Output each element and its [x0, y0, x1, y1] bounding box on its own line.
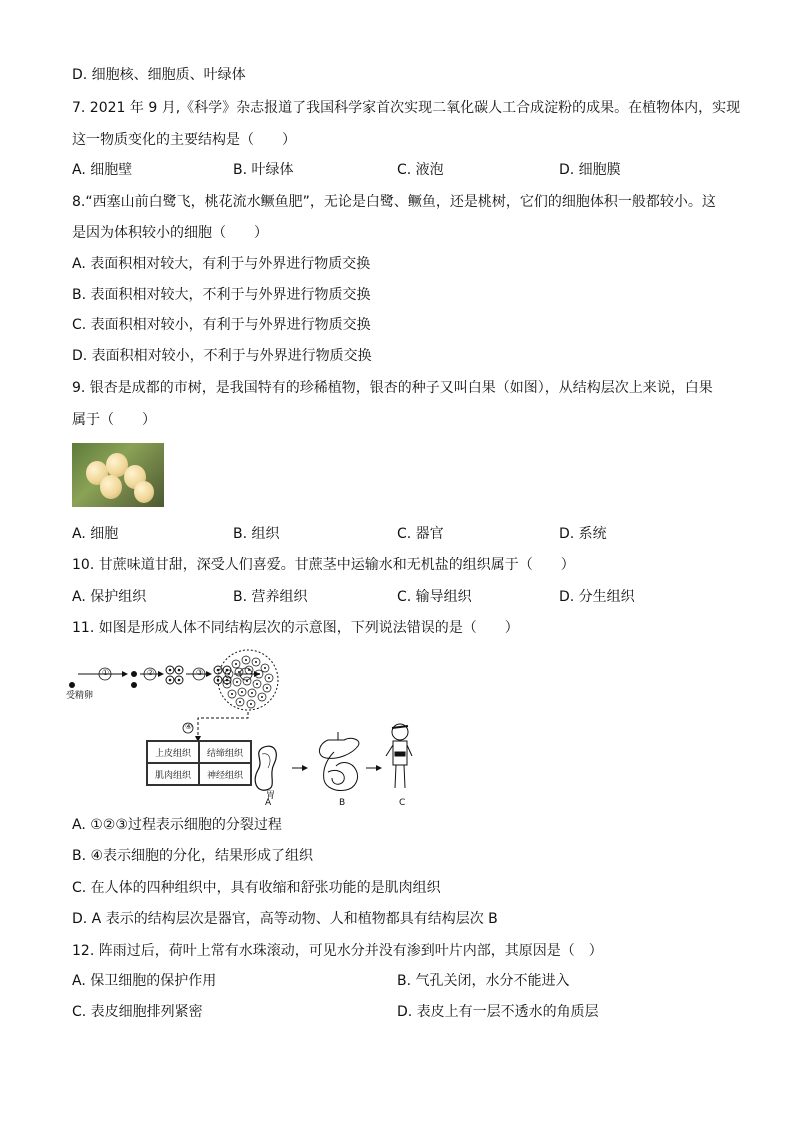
- q8-option-b: B. 表面积相对较大，不利于与外界进行物质交换: [72, 287, 371, 303]
- q11-option-b: B. ④表示细胞的分化，结果形成了组织: [72, 848, 314, 864]
- step-4-label: ④: [185, 722, 193, 731]
- step-2-label: ②: [147, 668, 155, 677]
- label-b: B: [339, 798, 346, 808]
- q7-option-d: D. 细胞膜: [559, 162, 621, 178]
- tissue-nerve: 神经组织: [199, 763, 251, 785]
- q6-option-d: D. 细胞核、细胞质、叶绿体: [72, 67, 246, 83]
- q8-option-a: A. 表面积相对较大，有利于与外界进行物质交换: [72, 256, 371, 272]
- body-structure-levels-diagram: [66, 648, 426, 810]
- q11-option-a: A. ①②③过程表示细胞的分裂过程: [72, 817, 282, 833]
- q8-option-d: D. 表面积相对较小，不利于与外界进行物质交换: [72, 348, 372, 364]
- q9-stem-line2: 属于（ ）: [72, 412, 156, 428]
- q10-option-c: C. 输导组织: [397, 589, 472, 605]
- q7-option-a: A. 细胞壁: [72, 162, 133, 178]
- digestive-system-drawing: [319, 732, 358, 791]
- tissue-epithelial: 上皮组织: [147, 741, 199, 763]
- tissue-table: [146, 740, 252, 786]
- q11-option-d: D. A 表示的结构层次是器官，高等动物、人和植物都具有结构层次 B: [72, 911, 498, 927]
- q12-option-c: C. 表皮细胞排列紧密: [72, 1004, 203, 1020]
- q12-option-d: D. 表皮上有一层不透水的角质层: [397, 1004, 599, 1020]
- q7-stem-line2: 这一物质变化的主要结构是（ ）: [72, 132, 296, 148]
- stomach-label: 胃: [266, 791, 276, 801]
- tissue-connective: 结缔组织: [199, 741, 251, 763]
- ginkgo-seed-photo: [72, 443, 164, 507]
- zygote-label: 受精卵: [66, 691, 94, 701]
- q8-stem-line2: 是因为体积较小的细胞（ ）: [72, 225, 268, 241]
- q11-option-c: C. 在人体的四种组织中，具有收缩和舒张功能的是肌肉组织: [72, 880, 441, 896]
- q10-stem: 10. 甘蔗味道甘甜，深受人们喜爱。甘蔗茎中运输水和无机盐的组织属于（ ）: [72, 557, 575, 573]
- q12-stem: 12. 阵雨过后，荷叶上常有水珠滚动，可见水分并没有渗到叶片内部，其原因是（ ）: [72, 943, 603, 959]
- differentiation-arrow: [198, 712, 248, 738]
- q8-option-c: C. 表面积相对较小，有利于与外界进行物质交换: [72, 317, 371, 333]
- q12-option-a: A. 保卫细胞的保护作用: [72, 973, 217, 989]
- q9-option-b: B. 组织: [233, 526, 280, 542]
- q10-option-b: B. 营养组织: [233, 589, 308, 605]
- q10-option-a: A. 保护组织: [72, 589, 147, 605]
- q7-option-b: B. 叶绿体: [233, 162, 294, 178]
- person-drawing: [386, 724, 412, 788]
- q7-option-c: C. 液泡: [397, 162, 444, 178]
- label-a: A: [265, 798, 272, 808]
- q8-stem-line1: 8.“西塞山前白鹭飞，桃花流水鳜鱼肥”，无论是白鹭、鳜鱼，还是桃树，它们的细胞体积一般都较小。这: [72, 194, 716, 210]
- q9-option-a: A. 细胞: [72, 526, 119, 542]
- step-1-label: ①: [102, 668, 110, 677]
- q7-stem-line1: 7. 2021 年 9 月,《科学》杂志报道了我国科学家首次实现二氧化碳人工合成淀粉的成果。在植物体内，实现: [72, 100, 741, 116]
- stomach-drawing: [255, 746, 276, 790]
- q9-option-c: C. 器官: [397, 526, 444, 542]
- q9-stem-line1: 9. 银杏是成都的市树，是我国特有的珍稀植物，银杏的种子又叫白果（如图），从结构层次上来说，白果: [72, 380, 713, 396]
- q12-option-b: B. 气孔关闭，水分不能进入: [397, 973, 570, 989]
- step-3-label: ③: [196, 668, 204, 677]
- q11-stem: 11. 如图是形成人体不同结构层次的示意图，下列说法错误的是（ ）: [72, 620, 519, 636]
- q10-option-d: D. 分生组织: [559, 589, 635, 605]
- tissue-muscle: 肌肉组织: [147, 763, 199, 785]
- label-c: C: [399, 798, 406, 808]
- q9-option-d: D. 系统: [559, 526, 607, 542]
